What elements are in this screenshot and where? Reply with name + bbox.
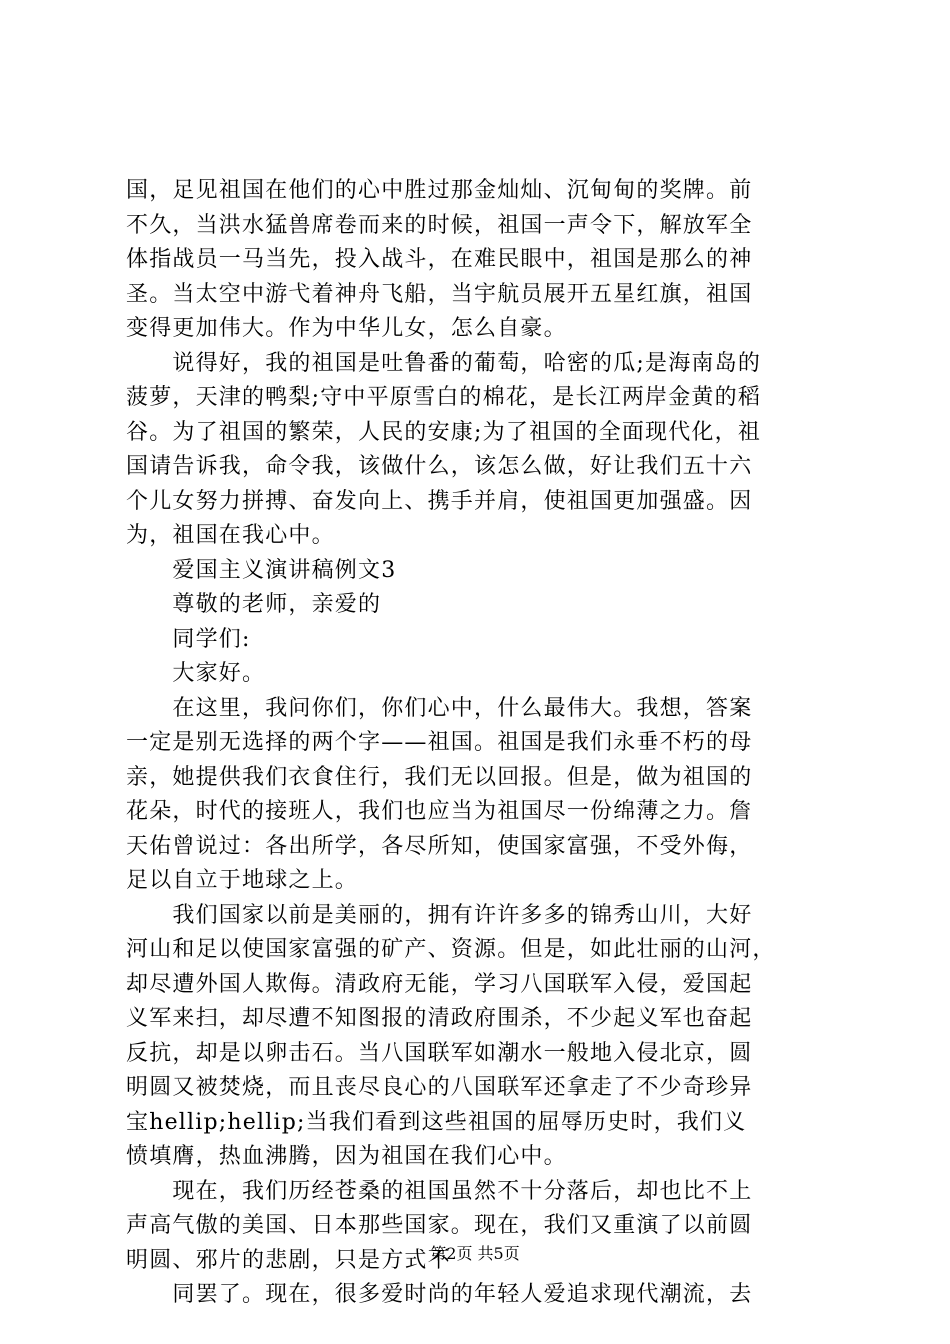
page-number-label: 第2页 共5页	[430, 1244, 520, 1263]
text-line: 说得好，我的祖国是吐鲁番的葡萄，哈密的瓜;是海南岛的	[126, 350, 762, 376]
text-line: 谷。为了祖国的繁荣，人民的安康;为了祖国的全面现代化，祖	[126, 419, 762, 445]
text-line: 反抗，却是以卵击石。当八国联军如潮水一般地入侵北京，圆	[126, 1040, 753, 1066]
document-body	[126, 174, 826, 1313]
text-line: 国，足见祖国在他们的心中胜过那金灿灿、沉甸甸的奖牌。前	[126, 178, 753, 203]
section-heading: 爱国主义演讲稿例文3	[126, 557, 397, 583]
text-line: 为，祖国在我心中。	[126, 523, 335, 548]
text-line: 在这里，我问你们，你们心中，什么最伟大。我想，答案	[126, 695, 753, 721]
text-line: 菠萝，天津的鸭梨;守中平原雪白的棉花，是长江两岸金黄的稻	[126, 385, 762, 410]
text-line: 现在，我们历经苍桑的祖国虽然不十分落后，却也比不上	[126, 1178, 753, 1204]
text-line: 一定是别无选择的两个字——祖国。祖国是我们永垂不朽的母	[126, 730, 753, 755]
text-line: 足以自立于地球之上。	[126, 868, 359, 893]
text-line: 我们国家以前是美丽的，拥有许许多多的锦秀山川，大好	[126, 902, 753, 928]
text-line: 体指战员一马当先，投入战斗，在难民眼中，祖国是那么的神	[126, 247, 753, 272]
text-line: 义军来扫，却尽遭不知图报的清政府围杀，不少起义军也奋起	[126, 1006, 753, 1031]
text-line: 个儿女努力拼搏、奋发向上、携手并肩，使祖国更加强盛。因	[126, 488, 753, 514]
text-line: 宝hellip;hellip;当我们看到这些祖国的屈辱历史时，我们义	[126, 1109, 747, 1135]
text-line: 尊敬的老师，亲爱的	[126, 592, 382, 617]
text-line: 河山和足以使国家富强的矿产、资源。但是，如此壮丽的山河，	[126, 937, 776, 962]
text-line: 明圆、邪片的悲剧，只是方式不	[126, 1247, 451, 1273]
text-line: 天佑曾说过：各出所学，各尽所知，使国家富强，不受外侮，	[126, 833, 753, 859]
text-line: 圣。当太空中游弋着神舟飞船，当宇航员展开五星红旗，祖国	[126, 281, 753, 307]
text-line: 同学们:	[126, 626, 251, 652]
text-line: 大家好。	[126, 661, 266, 686]
text-line: 声高气傲的美国、日本那些国家。现在，我们又重演了以前圆	[126, 1213, 753, 1238]
page-footer	[0, 1244, 950, 1264]
text-line: 却尽遭外国人欺侮。清政府无能，学习八国联军入侵，爱国起	[126, 971, 753, 997]
text-line: 明圆又被焚烧，而且丧尽良心的八国联军还拿走了不少奇珍异	[126, 1075, 753, 1100]
text-line: 花朵，时代的接班人，我们也应当为祖国尽一份绵薄之力。詹	[126, 799, 753, 824]
text-line: 国请告诉我，命令我，该做什么，该怎么做，好让我们五十六	[126, 454, 753, 479]
text-line: 亲，她提供我们衣食住行，我们无以回报。但是，做为祖国的	[126, 764, 753, 790]
text-line: 不久，当洪水猛兽席卷而来的时候，祖国一声令下，解放军全	[126, 212, 753, 238]
text-line: 同罢了。现在，很多爱时尚的年轻人爱追求现代潮流，去	[126, 1282, 753, 1307]
text-line: 愤填膺，热血沸腾，因为祖国在我们心中。	[126, 1144, 567, 1169]
text-line: 变得更加伟大。作为中华儿女，怎么自豪。	[126, 316, 567, 341]
